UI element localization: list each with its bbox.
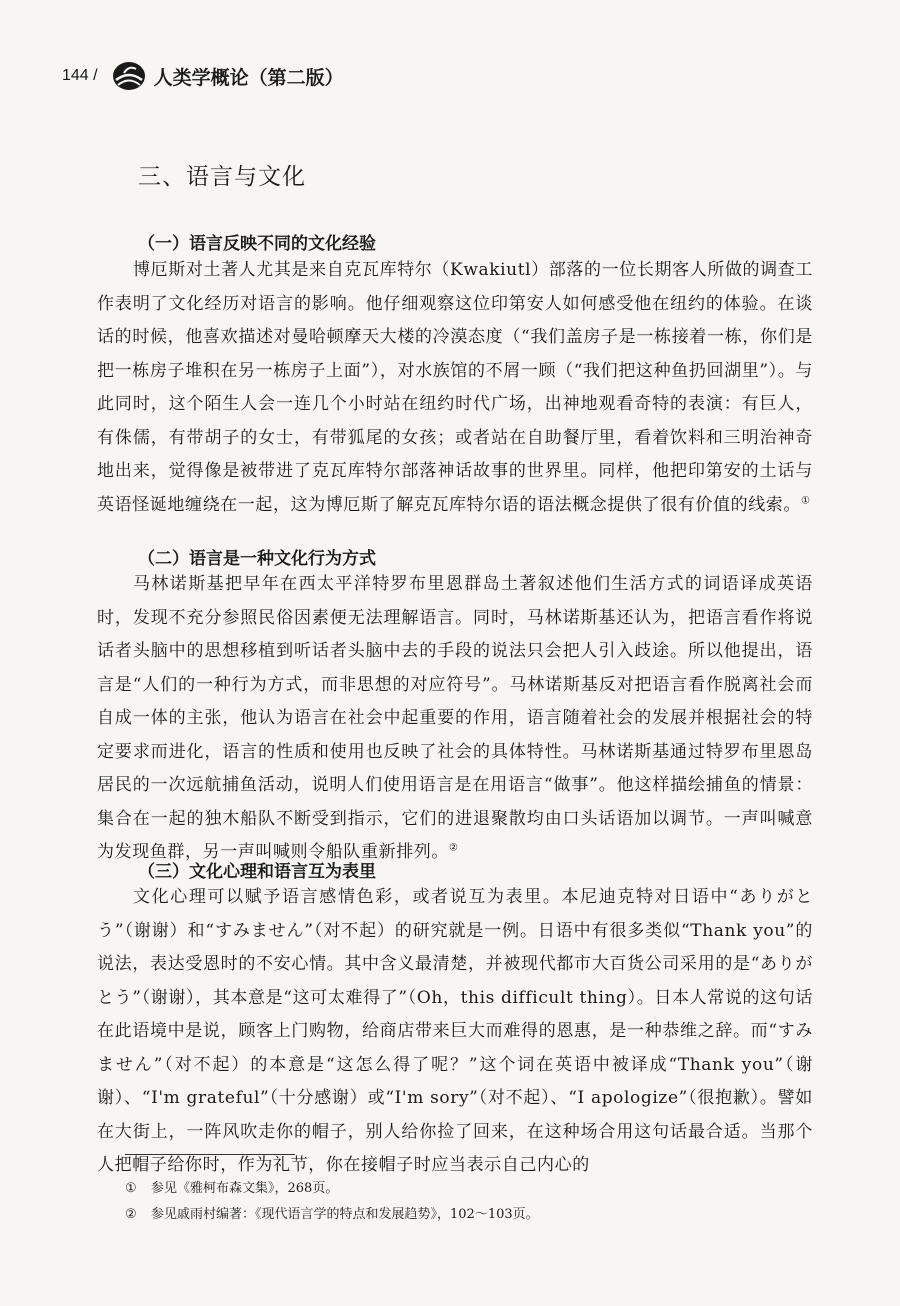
footnote-1-text: 参见《雅柯布森文集》，268页。 (151, 1181, 339, 1196)
paragraph-1-text: 博厄斯对土著人尤其是来自克瓦库特尔（Kwakiutl）部落的一位长期客人所做的调查工作表明了文化经历对语言的影响。他仔细观察这位印第安人如何感受他在纽约的体验。在谈话的时候，他喜欢描述对曼哈顿摩天大楼的冷漠态度（“我们盖房子是一栋接着一栋，你们是把一栋房子堆积在另一栋房子上面”），对水族馆的不屑一顾（“我们把这种鱼扔回湖里”）。与此同时，这个陌生人会一连几个小时站在纽约时代广场，出神地观看奇特的表演：有巨人，有侏儒，有带胡子的女士，有带狐尾的女孩；或者站在自助餐厅里，看着饮料和三明治神奇地出来，觉得像是被带进了克瓦库特尔部落神话故事的世界里。同样，他把印第安的土话与英语怪诞地缠绕在一起，这为博厄斯了解克瓦库特尔语的语法概念提供了很有价值的线索。 (97, 260, 813, 515)
footnotes (125, 1176, 539, 1228)
paragraph-3 (97, 881, 813, 1183)
page-header (62, 56, 344, 96)
page-number: 144 / (62, 67, 98, 84)
paragraph-2 (97, 568, 813, 870)
subsection-heading-3: （三）文化心理和语言互为表里 (138, 862, 376, 882)
footnote-ref-1: ① (801, 494, 811, 506)
footnote-1-mark: ① (125, 1181, 137, 1196)
footnote-2 (125, 1202, 539, 1228)
subsection-heading-1: （一）语言反映不同的文化经验 (138, 234, 376, 254)
footnote-1 (125, 1176, 539, 1202)
paragraph-1 (97, 254, 813, 522)
series-logo-icon (112, 59, 146, 93)
section-title: 三、语言与文化 (138, 164, 306, 190)
subsection-heading-2: （二）语言是一种文化行为方式 (138, 549, 376, 569)
paragraph-3-text: 文化心理可以赋予语言感情色彩，或者说互为表里。本尼迪克特对日语中“ありがとう”（谢谢）和“すみません”（对不起）的研究就是一例。日语中有很多类似“Thank you”的说法，表达受恩时的不安心情。其中含义最清楚，并被现代都市大百货公司采用的是“ありがとう”（谢谢），其本意是“这可太难得了”（Oh，this difficult thing）。日本人常说的这句话在此语境中是说，顾客上门购物，给商店带来巨大而难得的恩惠，是一种恭维之辞。而“すみません”（对不起）的本意是“这怎么得了呢？”这个词在英语中被译成“Thank you”（谢谢）、“I'm grateful”（十分感谢）或“I'm sory”（对不起）、“I apologize”（很抱歉）。譬如在大街上，一阵风吹走你的帽子，别人给你捡了回来，在这种场合用这句话最合适。当那个人把帽子给你时，作为礼节，你在接帽子时应当表示自己内心的 (97, 887, 813, 1175)
footnote-ref-2: ② (449, 842, 459, 854)
book-title: 人类学概论（第二版） (153, 66, 344, 89)
footnote-2-text: 参见戚雨村编著：《现代语言学的特点和发展趋势》，102～103页。 (151, 1207, 539, 1222)
footnote-rule (125, 1154, 295, 1155)
paragraph-2-text: 马林诺斯基把早年在西太平洋特罗布里恩群岛土著叙述他们生活方式的词语译成英语时，发现不充分参照民俗因素便无法理解语言。同时，马林诺斯基还认为，把语言看作将说话者头脑中的思想移植到听话者头脑中去的手段的说法只会把人引入歧途。所以他提出，语言是“人们的一种行为方式，而非思想的对应符号”。马林诺斯基反对把语言看作脱离社会而自成一体的主张，他认为语言在社会中起重要的作用，语言随着社会的发展并根据社会的特定要求而进化，语言的性质和使用也反映了社会的具体特性。马林诺斯基通过特罗布里恩岛居民的一次远航捕鱼活动，说明人们使用语言是在用语言“做事”。他这样描绘捕鱼的情景：集合在一起的独木船队不断受到指示，它们的进退聚散均由口头话语加以调节。一声叫喊意为发现鱼群，另一声叫喊则令船队重新排列。 (97, 574, 813, 862)
footnote-2-mark: ② (125, 1207, 137, 1222)
